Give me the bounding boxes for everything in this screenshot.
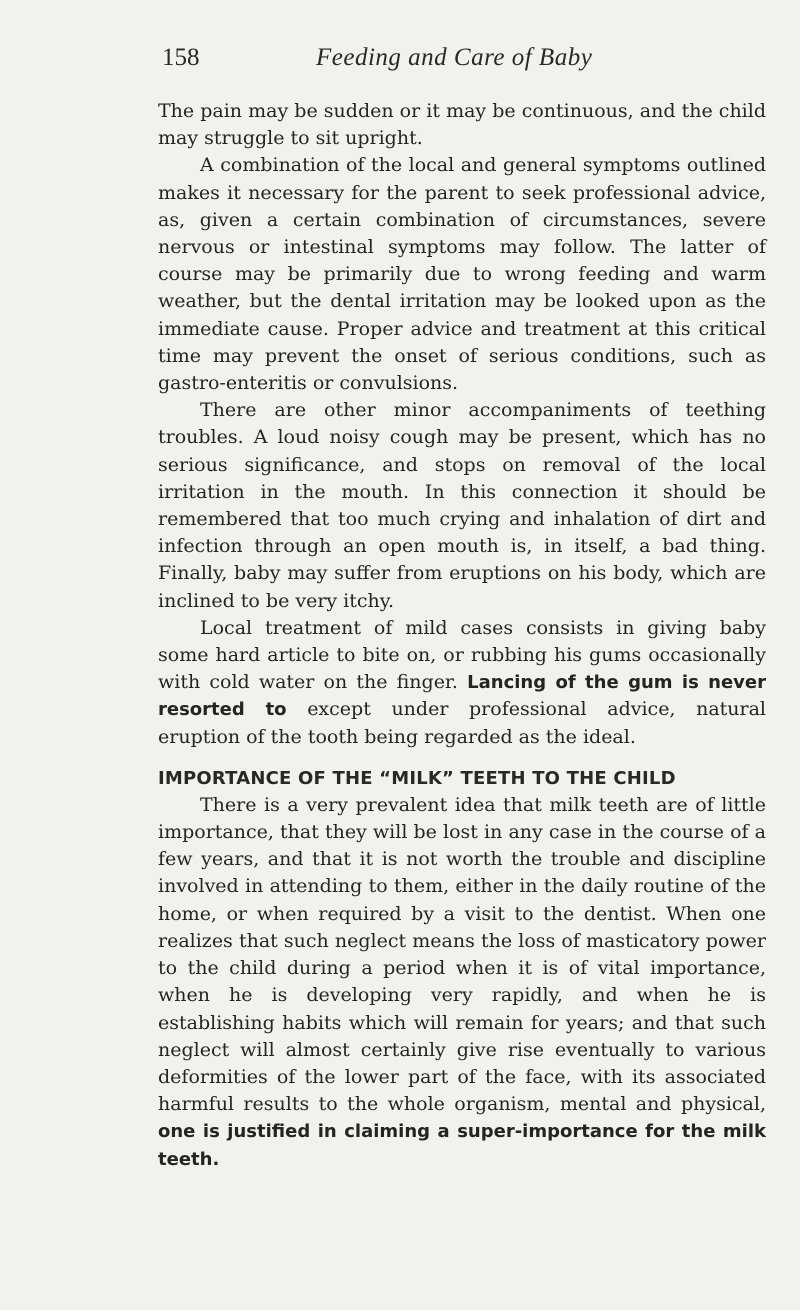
lancing-emphasis: Lancing of the gum is never resorted to xyxy=(158,672,766,721)
paragraph-combination-symptoms: A combination of the local and general symptoms outlined makes it necessary for the parent to seek professional advice, as, given a certain combination of circumstances, severe nervous or intestinal symptoms may follow. The latter of course may be primarily due to wrong feeding and warm weather, but the dental irritation may be looked upon as the immediate cause. Proper advice and treatment at this critical time may prevent the onset of serious conditions, such as gastro-enteritis or convulsions. xyxy=(158,154,766,395)
running-head xyxy=(158,44,766,78)
super-importance-emphasis: one is justified in claiming a super-importance for the milk teeth. xyxy=(158,1121,766,1170)
paragraph-pain: The pain may be sudden or it may be continuous, and the child may struggle to sit upright. xyxy=(158,100,766,150)
paragraph-milk-teeth xyxy=(158,792,766,1173)
page-number: 158 xyxy=(162,44,200,71)
local-treatment-ending: except under professional advice, natural eruption of the tooth being regarded as the ideal. xyxy=(158,698,767,748)
book-page xyxy=(158,44,766,1173)
section-heading: IMPORTANCE OF THE “MILK” TEETH TO THE CHILD xyxy=(158,767,676,789)
running-title: Feeding and Care of Baby xyxy=(316,44,593,71)
paragraph-local-treatment xyxy=(158,615,766,751)
paragraph-minor-accompaniments: There are other minor accompaniments of teething troubles. A loud noisy cough may be present, which has no serious significance, and stops on removal of the local irritation in the mouth. In this connection it should be remembered that too much crying and inhalation of dirt and infection through an open mouth is, in itself, a bad thing. Finally, baby may suffer from eruptions on his body, which are inclined to be very itchy. xyxy=(158,399,766,612)
local-treatment-text: Local treatment of mild cases consists in giving baby some hard article to bite on, or rubbing his gums occasionally with cold water on the finger. xyxy=(158,616,766,694)
milk-teeth-text: There is a very prevalent idea that milk teeth are of little importance, that they will be lost in any case in the course of a few years, and that it is not worth the trouble and discipline involved in attending to them, either in the daily routine of the home, or when required by a visit to the dentist. When one realizes that such neglect means the loss of masticatory power to the child during a period when it is of vital importance, when he is developing very rapidly, and when he is establishing habits which will remain for years; and that such neglect will almost certainly give rise eventually to various deformities of the lower part of the face, with its associated harmful results to the whole organism, mental and physical, xyxy=(158,793,766,1116)
